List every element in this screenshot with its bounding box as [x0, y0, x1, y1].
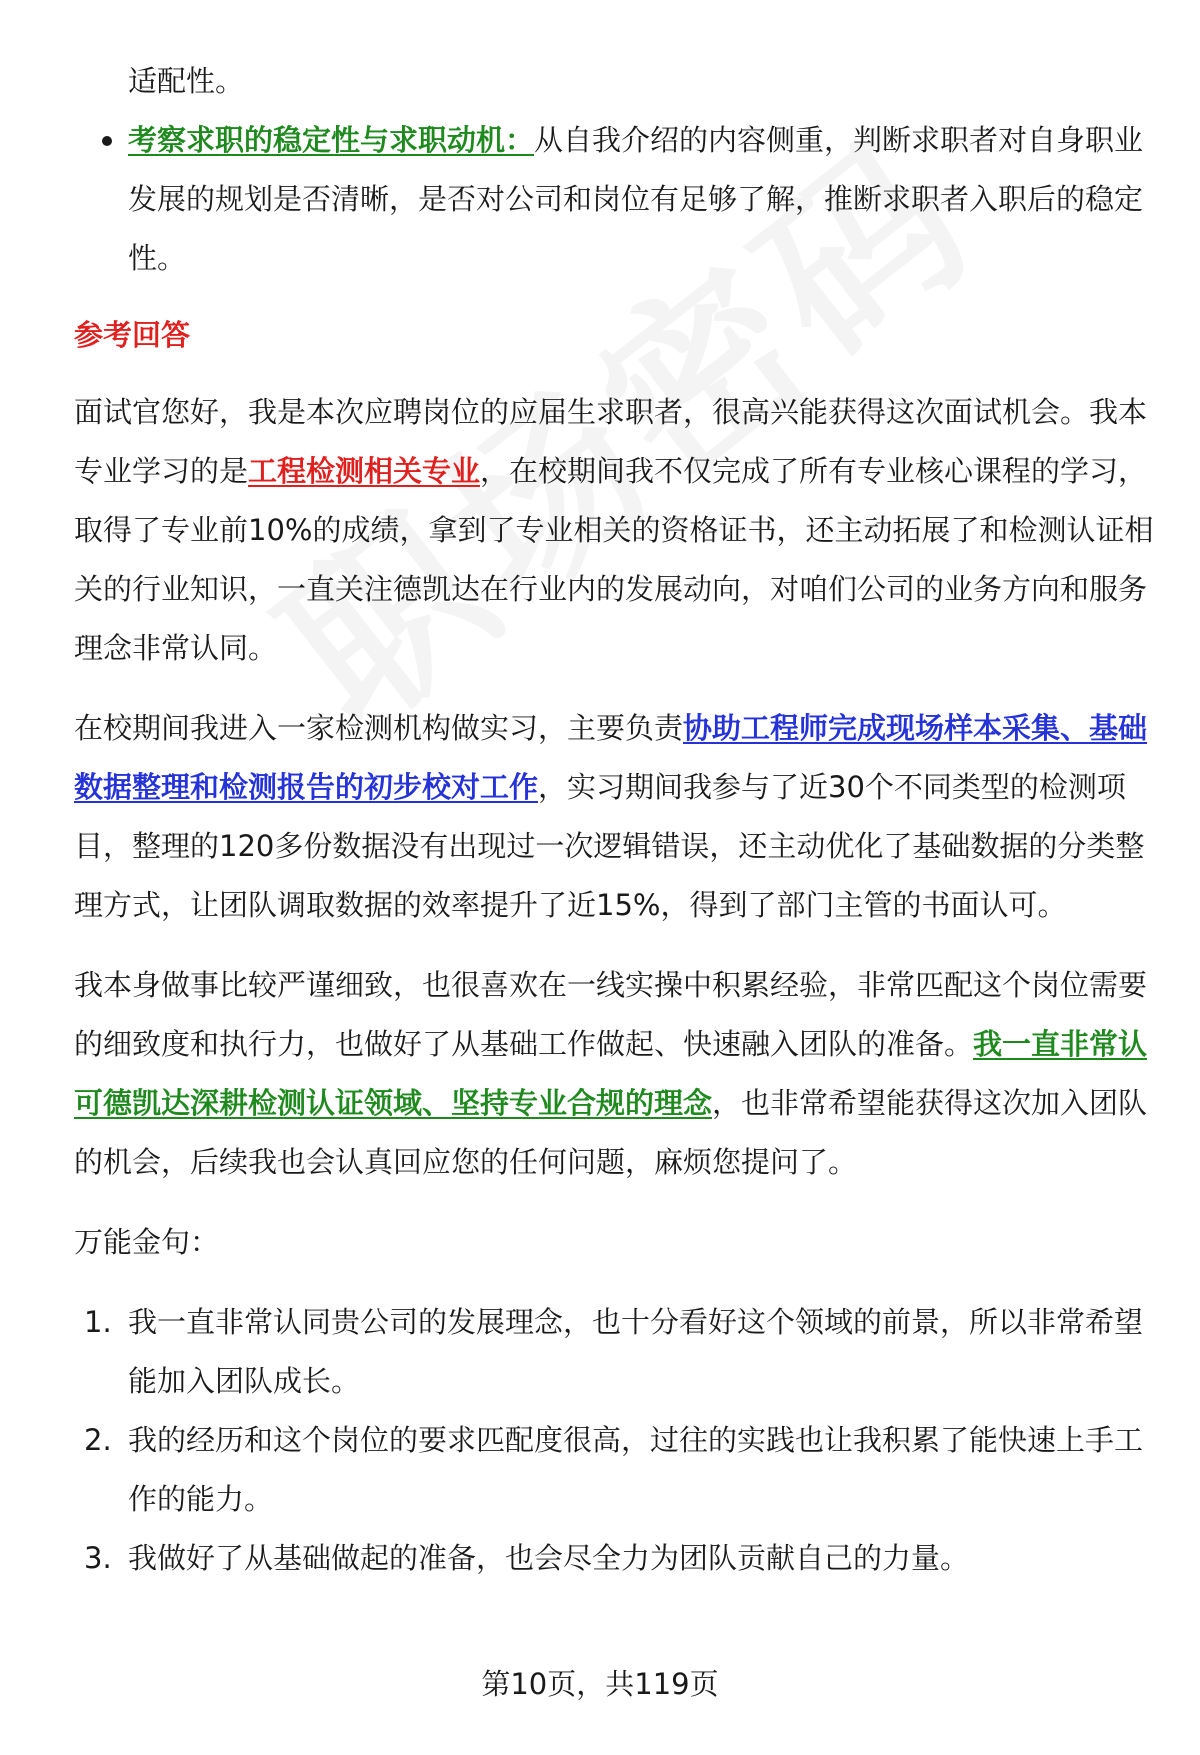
answer-paragraph-1 [74, 383, 1154, 678]
paragraph-2-highlight: 协助工程师完成现场样本采集、基础数据整理和检测报告的初步校对工作 [74, 711, 1148, 804]
paragraph-1-text-after: ，在校期间我不仅完成了所有专业核心课程的学习，取得了专业前10%的成绩，拿到了专业相关的资格证书，还主动拓展了和检测认证相关的行业知识，一直关注德凯达在行业内的发展动向，对咱们公司的业务方向和服务理念非常认同。 [74, 454, 1154, 665]
paragraph-1-highlight: 工程检测相关专业 [248, 454, 481, 488]
list-item-number: 2. [84, 1423, 112, 1457]
list-item-text: 我做好了从基础做起的准备，也会尽全力为团队贡献自己的力量。 [128, 1541, 970, 1575]
bullet-label: 考察求职的稳定性与求职动机： [128, 123, 535, 157]
document-page [74, 52, 1154, 1588]
bullet-item-stability [74, 111, 1154, 288]
list-item [74, 1529, 1154, 1588]
page-number-footer: 第10页，共119页 [481, 1667, 719, 1701]
list-item [74, 1293, 1154, 1411]
paragraph-3-highlight: 我一直非常认可德凯达深耕检测认证领域、坚持专业合规的理念 [74, 1027, 1148, 1120]
bullet-text: 从自我介绍的内容侧重，判断求职者对自身职业发展的规划是否清晰，是否对公司和岗位有足够了解，推断求职者入职后的稳定性。 [128, 123, 1144, 275]
paragraph-3-text-after: ，也非常希望能获得这次加入团队的机会，后续我也会认真回应您的任何问题，麻烦您提问了。 [74, 1086, 1148, 1179]
paragraph-1-text-before: 面试官您好，我是本次应聘岗位的应届生求职者，很高兴能获得这次面试机会。我本专业学习的是 [74, 395, 1148, 488]
list-item-number: 1. [84, 1305, 112, 1339]
list-item [74, 1411, 1154, 1529]
list-item-number: 3. [84, 1541, 112, 1575]
list-item-text: 我的经历和这个岗位的要求匹配度很高，过往的实践也让我积累了能快速上手工作的能力。 [128, 1423, 1144, 1516]
intro-tail-text: 适配性。 [128, 64, 245, 98]
golden-sentences-title: 万能金句： [74, 1225, 220, 1259]
answer-paragraph-3 [74, 956, 1154, 1192]
paragraph-3-text-before: 我本身做事比较严谨细致，也很喜欢在一线实操中积累经验，非常匹配这个岗位需要的细致度和执行力，也做好了从基础工作做起、快速融入团队的准备。 [74, 968, 1148, 1061]
answer-paragraph-2 [74, 699, 1154, 935]
list-item-text: 我一直非常认同贵公司的发展理念，也十分看好这个领域的前景，所以非常希望能加入团队成长。 [128, 1305, 1144, 1398]
section-heading-reference-answer: 参考回答 [74, 318, 191, 352]
paragraph-2-text-before: 在校期间我进入一家检测机构做实习，主要负责 [74, 711, 684, 745]
golden-sentences-list [74, 1293, 1154, 1588]
bullet-dot-icon [102, 136, 112, 146]
paragraph-2-text-after: ，实习期间我参与了近30个不同类型的检测项目，整理的120多份数据没有出现过一次逻辑错误，还主动优化了基础数据的分类整理方式，让团队调取数据的效率提升了近15%，得到了部门主管的书面认可。 [74, 770, 1145, 922]
